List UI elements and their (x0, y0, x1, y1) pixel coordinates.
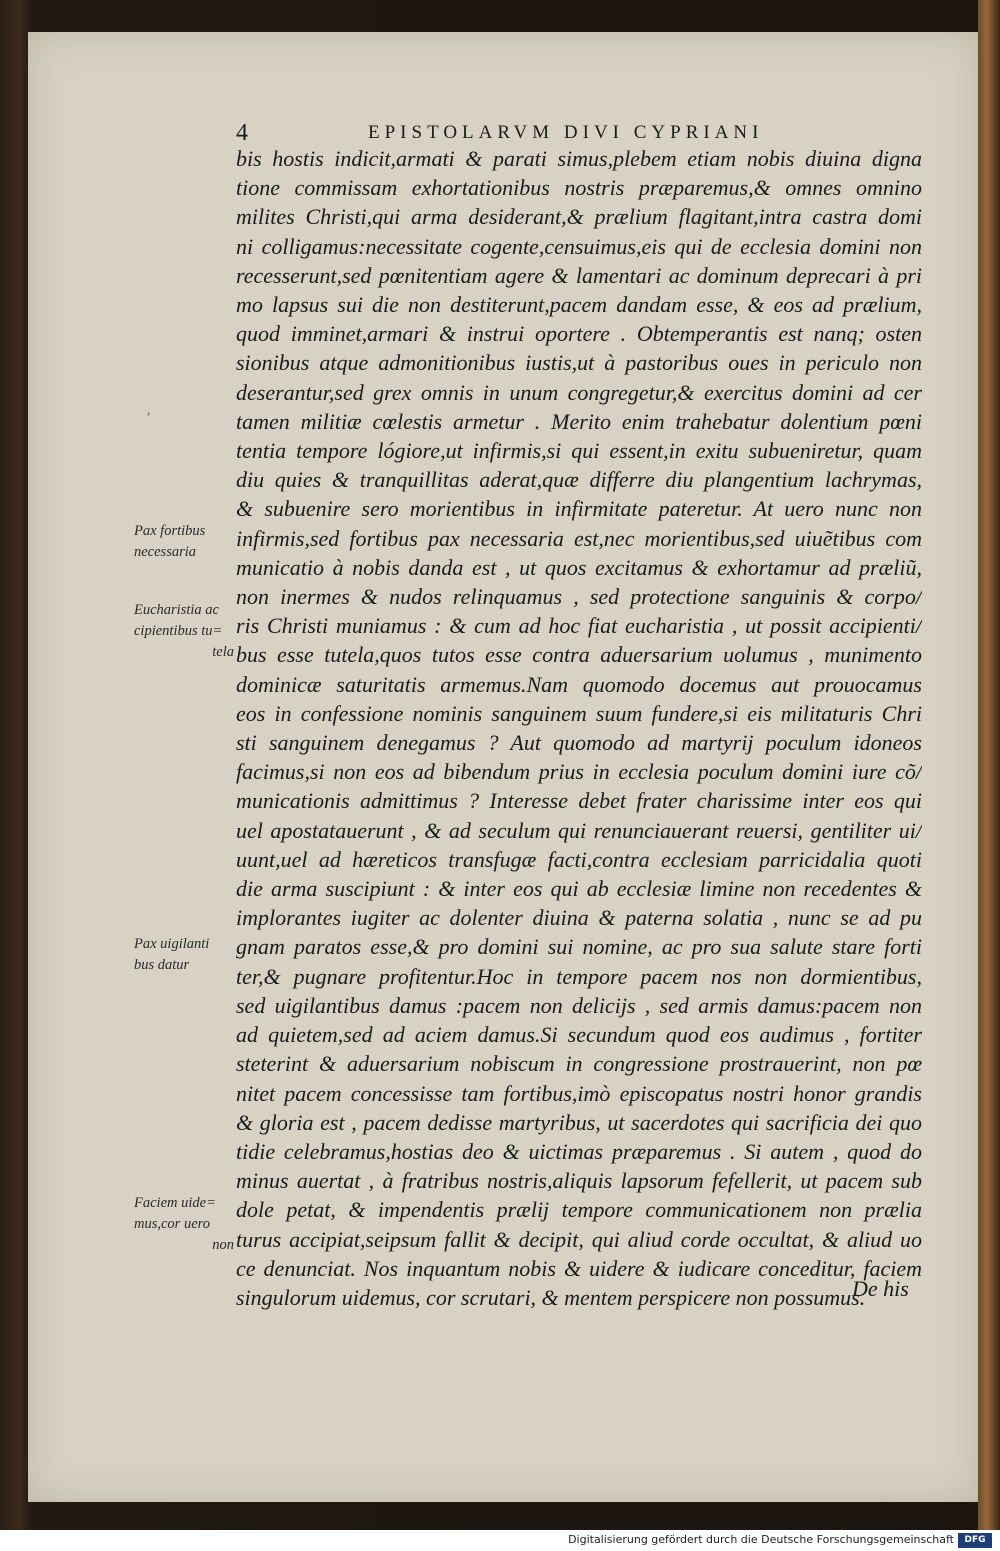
text-line: quod imminet,armari & instrui oportere . Obtemperantis est nanq; osten (236, 321, 922, 347)
marginal-note-line: Pax fortibus (134, 523, 206, 539)
text-line: die arma suscipiunt : & inter eos qui ab ecclesiæ limine non recedentes & (236, 876, 922, 902)
text-line: & subuenire sero morientibus in infirmitate pateretur. At uero nunc non (236, 496, 922, 522)
main-text-block (236, 144, 922, 1312)
marginal-note-line: necessaria (134, 544, 197, 560)
text-line: implorantes iugiter ac dolenter diuina & paterna solatia , nunc se ad pu (236, 905, 922, 931)
text-line: sed uigilantibus damus :pacem non delicijs , sed armis damus:pacem non (236, 992, 922, 1018)
marginal-note-faciem-uidemus (134, 1193, 234, 1256)
text-line: milites Christi,qui arma desiderant,& prælium flagitant,intra castra domi (236, 204, 922, 230)
text-line: diu quies & tranquillitas aderat,quæ differre diu plangentium lachrymas, (236, 467, 922, 493)
text-line: gnam paratos esse,& pro domini sui nomine, ac pro sua salute stare forti (236, 934, 922, 960)
marginal-note-line: cipientibus tu= (134, 623, 223, 639)
text-line: sionibus atque admonitionibus iustis,ut à pastoribus oues in periculo non (236, 350, 922, 376)
text-line: sti sanguinem denegamus ? Aut quomodo ad martyrij poculum idoneos (236, 730, 922, 756)
text-line: turus accipiat,seipsum fallit & decipit, qui aliud corde occultat, & aliud uo (236, 1226, 922, 1252)
text-line: nitet pacem concessisse tam fortibus,imò episcopatus nostri honor grandis (236, 1080, 922, 1106)
text-line: tentia tempore lógiore,ut infirmis,si qui essent,in exitu subueniretur, quam (236, 438, 922, 464)
page-number: 4 (236, 120, 248, 146)
text-line: infirmis,sed fortibus pax necessaria est,nec morientibus,sed uiuẽtibus com (236, 525, 922, 551)
text-line: municatio à nobis danda est , ut quos excitamus & exhortamur ad præliũ, (236, 554, 922, 580)
marginal-note-line: Pax uigilanti (134, 936, 210, 952)
text-line: uunt,uel ad hæreticos transfugæ facti,contra ecclesiam parricidalia quoti (236, 846, 922, 872)
text-line: bis hostis indicit,armati & parati simus,plebem etiam nobis diuina digna (236, 146, 922, 171)
catchword: De his (852, 1276, 909, 1301)
text-line: deserantur,sed grex omnis in unum congregetur,& exercitus domini ad cer (236, 379, 922, 405)
text-line: tione commissam exhortationibus nostris præparemus,& omnes omnino (236, 175, 922, 201)
text-line: tamen militiæ cœlestis armetur . Merito enim trahebatur dolentium pœni (236, 408, 922, 434)
dfg-logo-icon: DFG (958, 1533, 992, 1548)
text-line: non inermes & nudos relinquamus , sed protectione sanguinis & corpo/ (236, 584, 922, 610)
marginal-note-line: mus,cor uero (134, 1216, 210, 1232)
page-header (0, 120, 1000, 144)
footer-bar (0, 1530, 1000, 1551)
text-line: bus esse tutela,quos tutos esse contra aduersarium uolumus , munimento (236, 642, 922, 668)
marginal-note-line: Faciem uide= (134, 1195, 216, 1211)
footer-credit: Digitalisierung gefördert durch die Deutsche Forschungsgemeinschaft (568, 1533, 954, 1546)
text-line: ris Christi muniamus : & cum ad hoc fiat eucharistia , ut possit accipienti/ (236, 613, 922, 639)
text-line: ter,& pugnare profitentur.Hoc in tempore pacem nos non dormientibus, (236, 963, 922, 989)
pen-mark-icon: ’ (146, 410, 151, 426)
marginal-note-line: Eucharistia ac (134, 602, 219, 618)
marginal-note-pax-uigilantibus (134, 934, 234, 976)
text-line: & gloria est , pacem dedisse martyribus, ut sacerdotes qui sacrificia dei quo (236, 1109, 922, 1135)
marginal-note-eucharistia (134, 600, 234, 663)
marginal-note-line: bus datur (134, 957, 190, 973)
text-line: dominicæ saturitatis armemus.Nam quomodo docemus aut prouocamus (236, 671, 922, 697)
running-head: EPISTOLARVM DIVI CYPRIANI (368, 122, 764, 143)
text-line: ni colligamus:necessitate cogente,censuimus,eis qui de ecclesia domini non (236, 233, 922, 259)
text-line: dole petat, & impendentis prælij tempore communicationem non prælia (236, 1197, 922, 1223)
text-line: tidie celebramus,hostias deo & uictimas præparemus . Si autem , quod do (236, 1138, 922, 1164)
text-line: ce denunciat. Nos inquantum nobis & uidere & iudicare conceditur, faciem (236, 1255, 922, 1281)
text-line: steterint & aduersarium nobiscum in congressione prostrauerint, non pœ (236, 1051, 922, 1077)
text-line: municationis admittimus ? Interesse debet frater charissime inter eos qui (236, 788, 922, 814)
marginal-note-line: non (212, 1237, 234, 1253)
text-line: minus auertat , à fratribus nostris,aliquis lapsorum fefellerit, ut pacem sub (236, 1168, 922, 1194)
text-line: uel apostatauerunt , & ad seculum qui renunciauerant reuersi, gentiliter ui/ (236, 817, 922, 843)
text-line: singulorum uidemus, cor scrutari, & mentem perspicere non possumus. (236, 1284, 866, 1310)
marginal-note-pax-fortibus (134, 521, 234, 563)
text-line: ad quietem,sed ad aciem damus.Si secundum quod eos audimus , fortiter (236, 1022, 922, 1048)
text-line: eos in confessione nominis sanguinem suum fundere,si eis militaturis Chri (236, 700, 922, 726)
marginal-note-line: tela (212, 644, 234, 660)
text-line: facimus,si non eos ad bibendum prius in ecclesia poculum domini iure cõ/ (236, 759, 922, 785)
text-line: mo lapsus sui die non destiterunt,pacem dandam esse, & eos ad prælium, (236, 292, 922, 318)
book-spine-edge (978, 0, 1000, 1530)
text-line: recesserunt,sed pœnitentiam agere & lamentari ac dominum deprecari à pri (236, 262, 922, 288)
